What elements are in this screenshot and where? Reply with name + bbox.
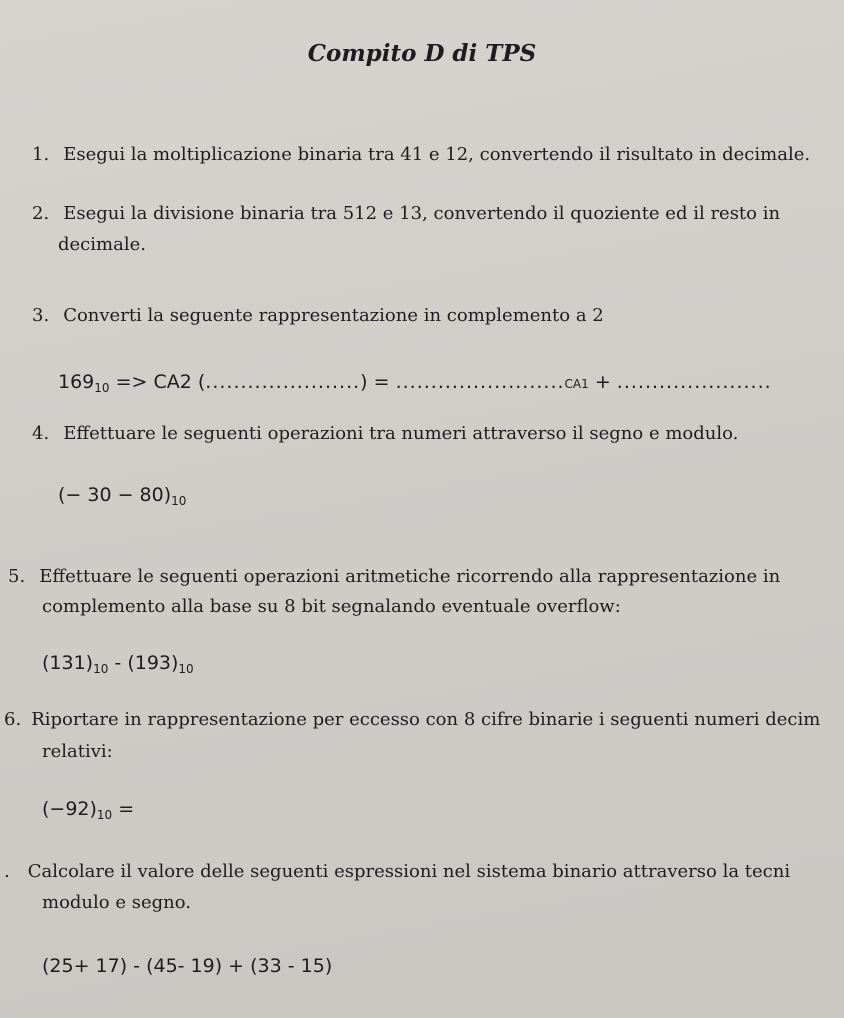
question-text-line1: Calcolare il valore delle seguenti espressioni nel sistema binario attraverso la tecni — [27, 861, 791, 882]
question-6 — [4, 704, 820, 735]
complement-expression — [42, 652, 194, 676]
question-text: Converti la seguente rappresentazione in complemento a 2 — [63, 305, 604, 326]
base-subscript: 10 — [93, 662, 109, 676]
sign-magnitude-expression — [58, 484, 186, 508]
question-number: 4. — [32, 423, 50, 444]
answer-blank-3: ...................... — [616, 371, 772, 393]
base-subscript: 10 — [178, 662, 194, 676]
plus-sign: + — [594, 371, 611, 393]
question-number: 3. — [32, 305, 50, 326]
ca2-conversion-formula — [58, 371, 772, 395]
question-text: Effettuare le seguenti operazioni tra numeri attraverso il segno e modulo. — [63, 423, 739, 444]
expression: (− 30 − 80) — [58, 484, 172, 506]
question-number: 5. — [8, 566, 26, 587]
question-7-line2: modulo e segno. — [42, 892, 191, 913]
answer-blank-1: ...................... — [205, 371, 361, 393]
question-text-line1: Effettuare le seguenti operazioni aritmetiche ricorrendo alla rappresentazione in — [39, 566, 781, 587]
question-6-line2: relativi: — [42, 741, 113, 762]
question-text-line1: Riportare in rappresentazione per eccesso con 8 cifre binarie i seguenti numeri decim — [31, 709, 821, 730]
question-text: Esegui la moltiplicazione binaria tra 41 e 12, convertendo il risultato in decimale. — [63, 144, 811, 165]
question-2-line2: decimale. — [58, 234, 146, 255]
question-number: 6. — [4, 709, 22, 730]
excess-expression — [42, 798, 134, 822]
binary-expression: (25+ 17) - (45- 19) + (33 - 15) — [42, 955, 333, 977]
question-2 — [32, 198, 780, 229]
question-1 — [32, 139, 810, 170]
page-title: Compito D di TPS — [307, 40, 537, 67]
question-5 — [8, 561, 780, 592]
question-5-line2: complemento alla base su 8 bit segnalando eventuale overflow: — [42, 596, 621, 617]
minus-sign: - — [114, 652, 122, 674]
expression: (−92) — [42, 798, 97, 820]
operand-b: (193) — [127, 652, 179, 674]
close-equals: ) = — [360, 371, 390, 393]
base-subscript: 10 — [96, 808, 113, 822]
question-number: 1. — [32, 144, 50, 165]
ca2-arrow: => CA2 ( — [115, 371, 206, 393]
question-7 — [4, 856, 790, 887]
question-4 — [32, 418, 738, 449]
decimal-value: 169 — [58, 371, 95, 393]
equals-sign: = — [118, 798, 135, 820]
question-3 — [32, 300, 604, 331]
ca1-label: CA1 — [564, 377, 589, 391]
operand-a: (131) — [42, 652, 94, 674]
question-number: 2. — [32, 203, 50, 224]
base-subscript: 10 — [94, 381, 110, 395]
base-subscript: 10 — [171, 494, 187, 508]
question-text-line1: Esegui la divisione binaria tra 512 e 13, convertendo il quoziente ed il resto in — [63, 203, 781, 224]
answer-blank-2: ........................ — [395, 371, 565, 393]
question-number: . — [4, 861, 10, 882]
